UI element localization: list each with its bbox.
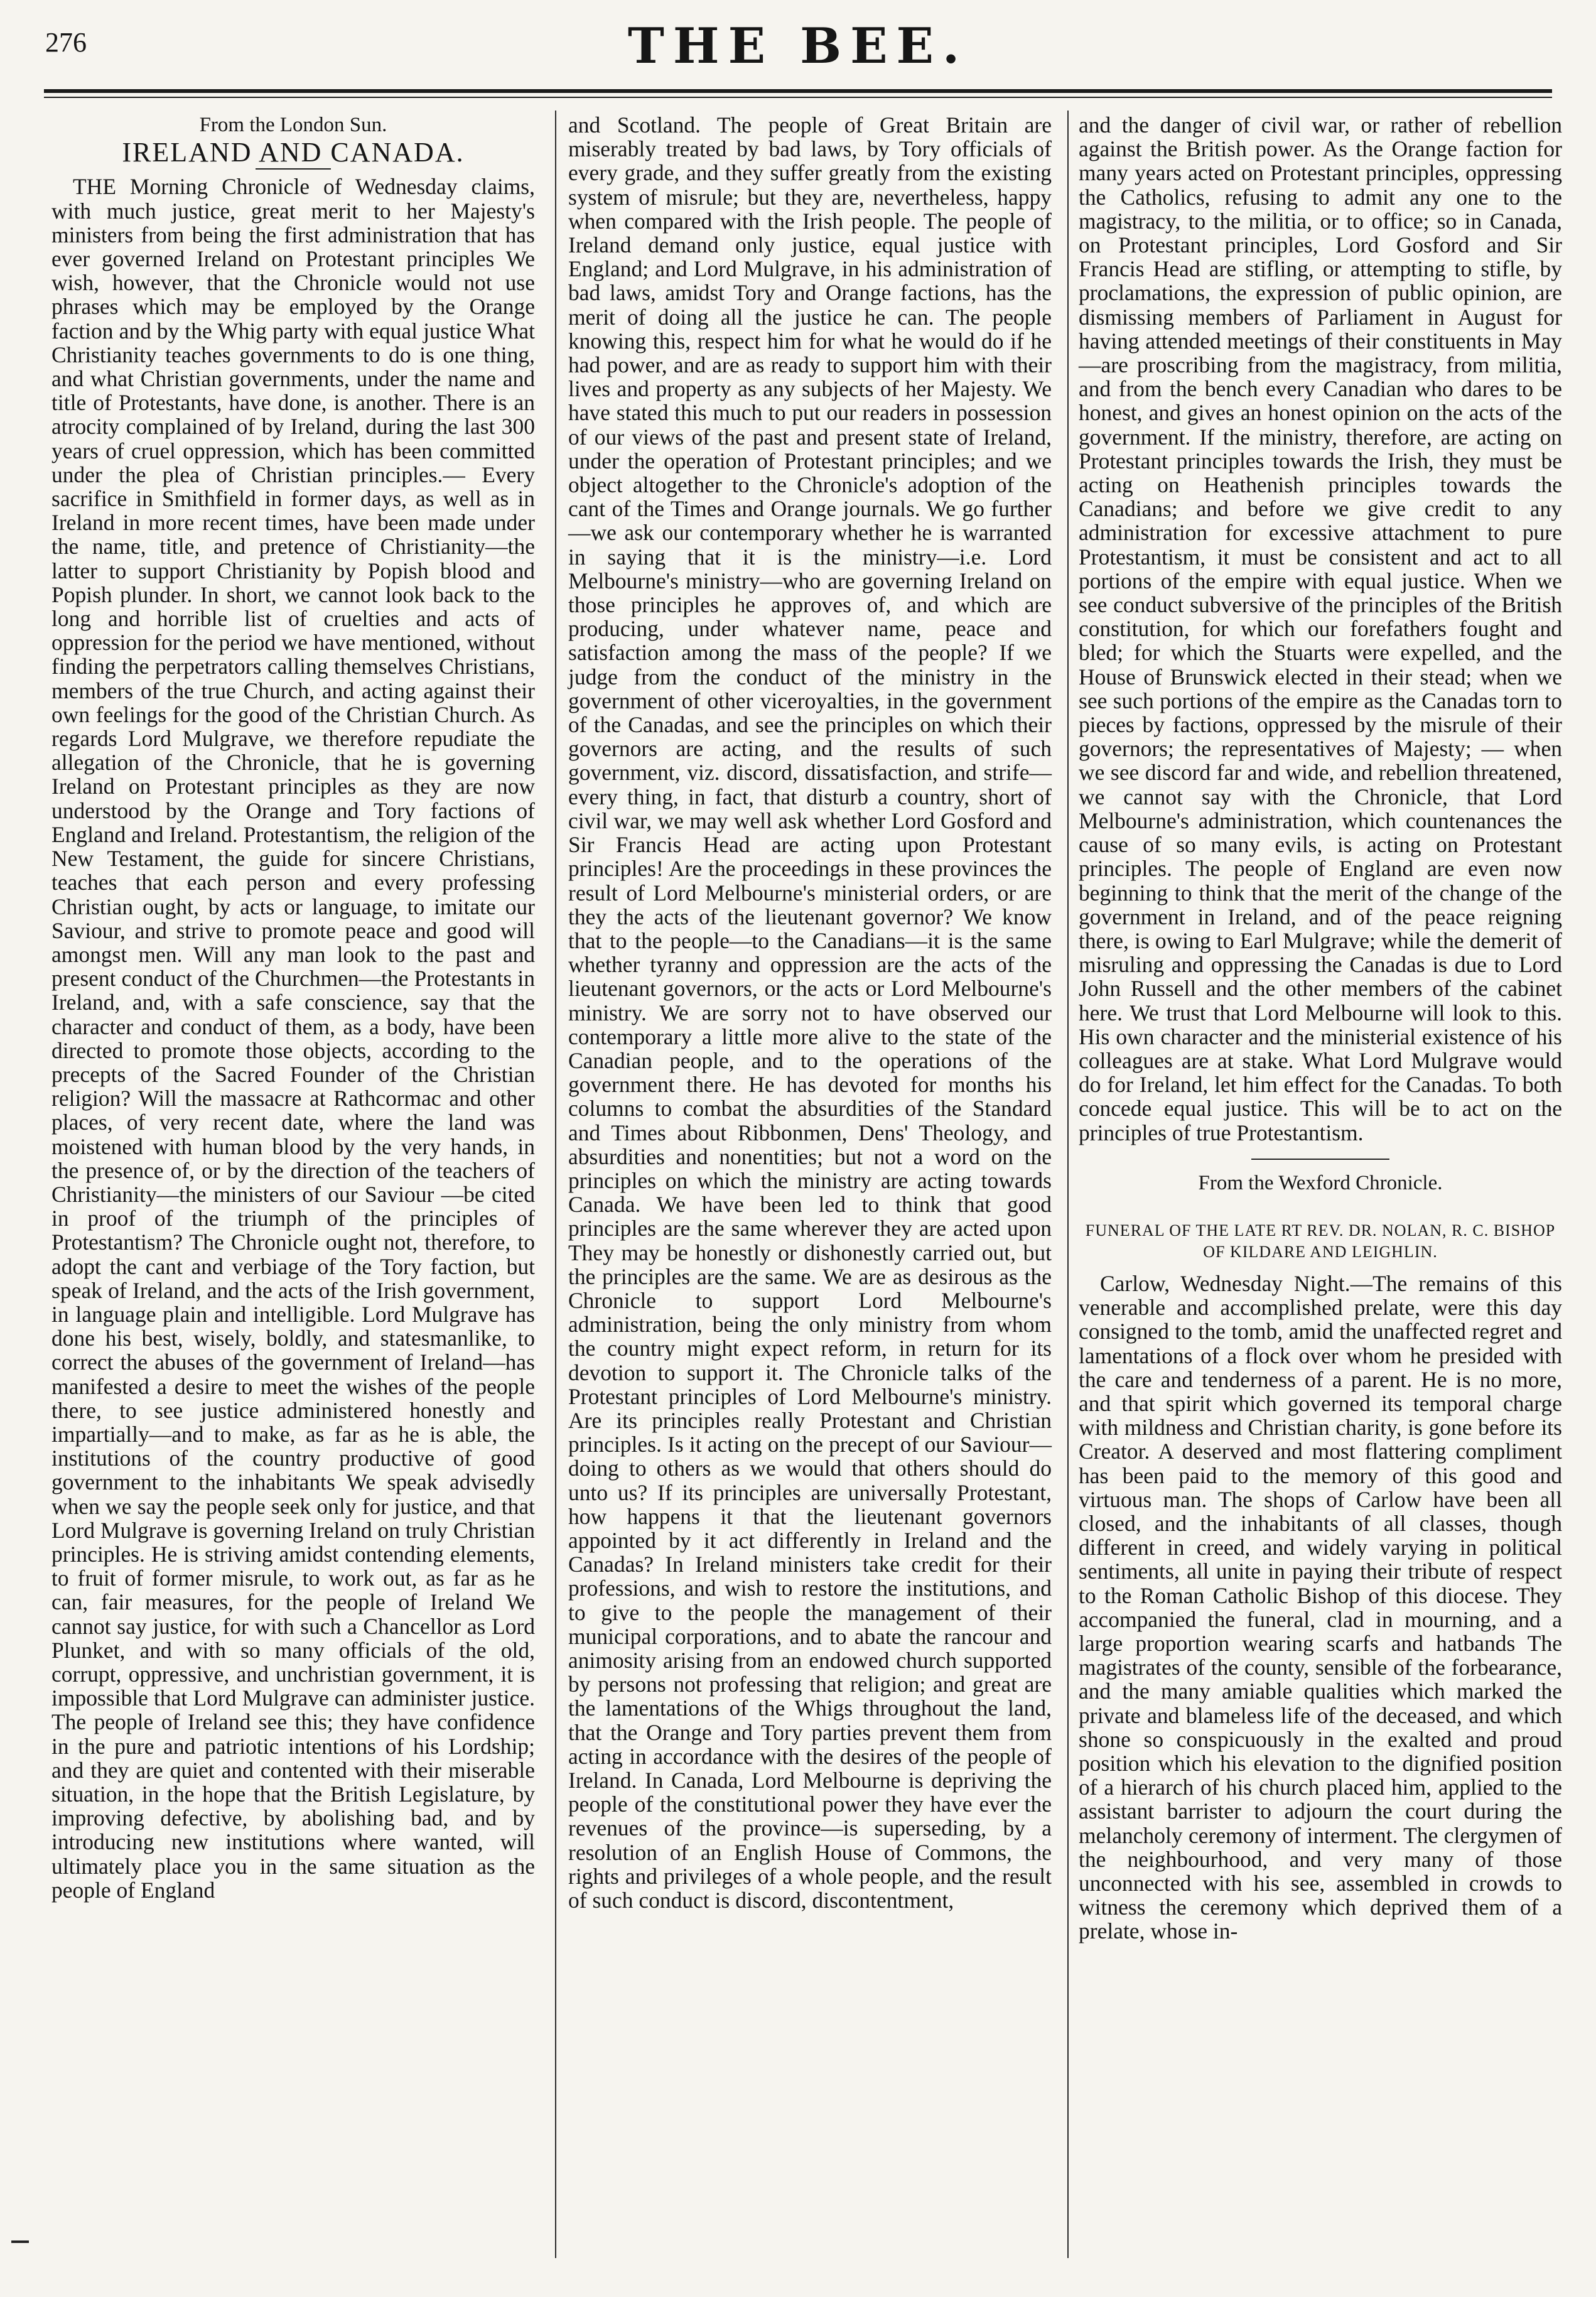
column-2 bbox=[568, 113, 1052, 1912]
title-rule bbox=[256, 168, 331, 170]
column-divider bbox=[1067, 111, 1069, 2258]
column-divider bbox=[555, 111, 556, 2258]
article-body-continued: and the danger of civil war, or rather of rebellion against the British power. As the Orange faction for many years acted on Protestant principles, oppressing the Catholics, refusing to admit any one to the magistracy, to the militia, or to office; so in Canada, on Protestant principles, Lord Gosford and Sir Francis Head are stifling, or attempting to stifle, by proclamations, the expression of public opinion, are dismissing members of Parliament in August for having attended meetings of their constituents in May—are proscribing from the magistracy, from militia, and from the bench every Canadian who dares to be honest, and gives an honest opinion on the acts of the government. If the ministry, therefore, are acting on Protestant principles towards the Irish, they must be acting on Heathenish principles towards the Canadians; and before we give credit to any administration for excessive attachment to pure Protestantism, it must be consistent and act to all portions of the empire with equal justice. When we see conduct subversive of the principles of the British constitution, for which our forefathers fought and bled; for which the Stuarts were expelled, and the House of Brunswick elected in their stead; when we see such portions of the empire as the Canadas torn to pieces by factions, oppressed by the misrule of their governors; the representatives of Majesty; — when we see discord far and wide, and rebellion threatened, we cannot say with the Chronicle, that Lord Melbourne's administration, which countenances the cause of so many evils, is acting on Protestant principles. The people of England are even now beginning to think that the merit of the change of the government in Ireland, and of the peace reigning there, is owing to Earl Mulgrave; while the demerit of misruling and oppressing the Canadas is due to Lord John Russell and the other members of the cabinet here. We trust that Lord Melbourne will look to this. His own character and the ministerial existence of his colleagues are at stake. What Lord Mulgrave would do for Ireland, let him effect for the Canadas. To both concede equal justice. This will be to act on the principles of true Protestantism. bbox=[1079, 112, 1562, 1145]
page-number: 276 bbox=[45, 27, 87, 58]
header-rule bbox=[44, 89, 1552, 93]
header-rule-thin bbox=[44, 97, 1552, 98]
article-separator bbox=[1251, 1159, 1389, 1160]
article-heading: FUNERAL OF THE LATE RT REV. DR. NOLAN, R. C. BISHOP OF KILDARE AND LEIGHLIN. bbox=[1085, 1221, 1556, 1261]
article-source: From the Wexford Chronicle. bbox=[1198, 1171, 1443, 1194]
column-1 bbox=[51, 113, 535, 1902]
article-title: IRELAND AND CANADA. bbox=[122, 137, 465, 168]
column-3 bbox=[1079, 113, 1562, 1943]
article-body-continued: and Scotland. The people of Great Britain are miserably treated by bad laws, by Tory officials of every grade, and they suffer greatly from the existing system of misrule; but they are, nevertheless, happy when compared with the Irish people. The people of Ireland demand only justice, equal justice with England; and Lord Mulgrave, in his administration of bad laws, amidst Tory and Orange factions, has the merit of doing all the justice he can. The people knowing this, respect him for what he would do if he had power, and are as ready to support him with their lives and property as any subjects of her Majesty. We have stated this much to put our readers in possession of our views of the past and present state of Ireland, under the operation of Protestant principles; and we object altogether to the Chronicle's adoption of the cant of the Times and Orange journals. We go further—we ask our contemporary whether he is warranted in saying that it is the ministry—i.e. Lord Melbourne's ministry—who are governing Ireland on those principles he approves of, and which are producing, under whatever name, peace and satisfaction among the mass of the people? If we judge from the conduct of the ministry in the government of other viceroyalties, in the government of the Canadas, and see the principles on which their governors are acting, and the results of such government, viz. discord, dissatisfaction, and strife—every thing, in fact, that disturb a country, short of civil war, we may well ask whether Lord Gosford and Sir Francis Head are acting upon Protestant principles! Are the proceedings in these provinces the result of Lord Melbourne's ministerial orders, or are they the acts of the lieutenant governor? We know that to the people—to the Canadians—it is the same whether tyranny and oppression are the acts of the lieutenant governors, or the acts or Lord Melbourne's ministry. We are sorry not to have observed our contemporary a little more alive to the state of the Canadian people, and to the operations of the government there. He has devoted for months his columns to combat the absurdities of the Standard and Times about Ribbonmen, Dens' Theology, and absurdities and nonentities; but not a word on the principles on which the ministry are acting towards Canada. We have been led to think that good principles are the same wherever they are acted upon They may be honestly or dishonestly carried out, but the principles are the same. We are as desirous as the Chronicle to support Lord Melbourne's administration, being the only ministry from whom the country might expect reform, in return for its devotion to support it. The Chronicle talks of the Protestant principles of Lord Melbourne's ministry. Are its principles really Protestant and Christian principles. Is it acting on the precept of our Saviour—doing to others as we would that others should do unto us? If its principles are universally Protestant, how happens it that the lieutenant governors appointed by it act differently in Ireland and the Canadas? In Ireland ministers take credit for their professions, and wish to restore the institutions, and to give to the people the management of their municipal corporations, and to abate the rancour and animosity arising from an endowed church supported by persons not professing that religion; and great are the lamentations of the Whigs throughout the land, that the Orange and Tory parties prevent them from acting in accordance with the desires of the people of Ireland. In Canada, Lord Melbourne is depriving the people of the constitutional power they have ever the revenues of the province—is superseding, by a resolution of an English House of Commons, the rights and privileges of a whole people, and the result of such conduct is discord, discontentment, bbox=[568, 112, 1052, 1913]
article-body: THE Morning Chronicle of Wednesday claims, with much justice, great merit to her Majesty's ministers from being the first administration that has ever governed Ireland on Protestant principles We wish, however, that the Chronicle would not use phrases which may be employed by the Orange faction and by the Whig party with equal justice What Christianity teaches governments to do is one thing, and what Christian governments, under the name and title of Protestants, have done, is another. There is an atrocity complained of by Ireland, during the last 300 years of cruel oppression, which has been committed under the plea of Christian principles.— Every sacrifice in Smithfield in former days, as well as in Ireland in more recent times, have been made under the name, title, and pretence of Christianity—the latter to support Christianity by Popish blood and Popish plunder. In short, we cannot look back to the long and horrible list of cruelties and acts of oppression for the period we have mentioned, without finding the perpetrators calling themselves Christians, members of the true Church, and acting against their own feelings for the good of the Christian Church. As regards Lord Mulgrave, we therefore repudiate the allegation of the Chronicle, that he is governing Ireland on Protestant principles as they are now understood by the Orange and Tory factions of England and Ireland. Protestantism, the religion of the New Testament, the guide for sincere Christians, teaches that each person and every professing Christian ought, by acts or language, to imitate our Saviour, and strive to promote peace and good will amongst men. Will any man look to the past and present conduct of the Churchmen—the Protestants in Ireland, and, with a safe conscience, say that the character and conduct of them, as a body, have been directed to promote those objects, according to the precepts of the Sacred Founder of the Christian religion? Will the massacre at Rathcormac and other places, of very recent date, where the land was moistened with human blood by the very hands, in the presence of, or by the direction of the teachers of Christianity—the ministers of our Saviour —be cited in proof of the triumph of the principles of Protestantism? The Chronicle ought not, therefore, to adopt the cant and verbiage of the Tory faction, but speak of Ireland, and the acts of the Irish government, in language plain and intelligible. Lord Mulgrave has done his best, wisely, boldly, and statesmanlike, to correct the abuses of the government of Ireland—has manifested a desire to meet the wishes of the people there, to see justice administered honestly and impartially—and to make, as far as he is able, the institutions of the country productive of good government to the inhabitants We speak advisedly when we say the people seek only for justice, and that Lord Mulgrave is governing Ireland on truly Christian principles. He is striving amidst contending elements, to fruit of former misrule, to work out, as far as he can, fair measures, for the people of Ireland We cannot say justice, for with such a Chancellor as Lord Plunket, and with so many officials of the old, corrupt, oppressive, and unchristian government, it is impossible that Lord Mulgrave can administer justice. The people of Ireland see this; they have confidence in the pure and patriotic intentions of his Lordship; and they are quiet and contented with their miserable situation, in the hope that the British Legislature, by improving defective, by abolishing bad, and by introducing new institutions where wanted, will ultimately place you in the same situation as the people of England bbox=[51, 174, 535, 1903]
article-source: From the London Sun. bbox=[199, 114, 387, 136]
article-body: Carlow, Wednesday Night.—The remains of this venerable and accomplished prelate, were this day consigned to the tomb, amid the unaffected regret and lamentations of a flock over whom he presided with the care and tenderness of a parent. He is no more, and that spirit which governed its temporal charge with mildness and Christian charity, is gone before its Creator. A deserved and most flattering compliment has been paid to the memory of this good and virtuous man. The shops of Carlow have been all closed, and the inhabitants of all classes, though different in creed, and widely varying in political sentiments, all unite in paying their tribute of respect to the Roman Catholic Bishop of this diocese. They accompanied the funeral, clad in mourning, and a large proportion wearing scarfs and hatbands The magistrates of the county, sensible of the forbearance, and the many amiable qualities which marked the private and blameless life of the deceased, and which shone so conspicuously in the exalted and proud position which his elevation to the dignified position of a hierarch of his church placed him, applied to the assistant barrister to adjourn the court during the melancholy ceremony of interment. The clergymen of the neighbourhood, and very many of those unconnected with his see, assembled in crowds to witness the ceremony which deprived them of a prelate, whose in- bbox=[1079, 1270, 1562, 1944]
masthead: THE BEE. bbox=[627, 18, 969, 75]
margin-mark bbox=[11, 2240, 29, 2243]
